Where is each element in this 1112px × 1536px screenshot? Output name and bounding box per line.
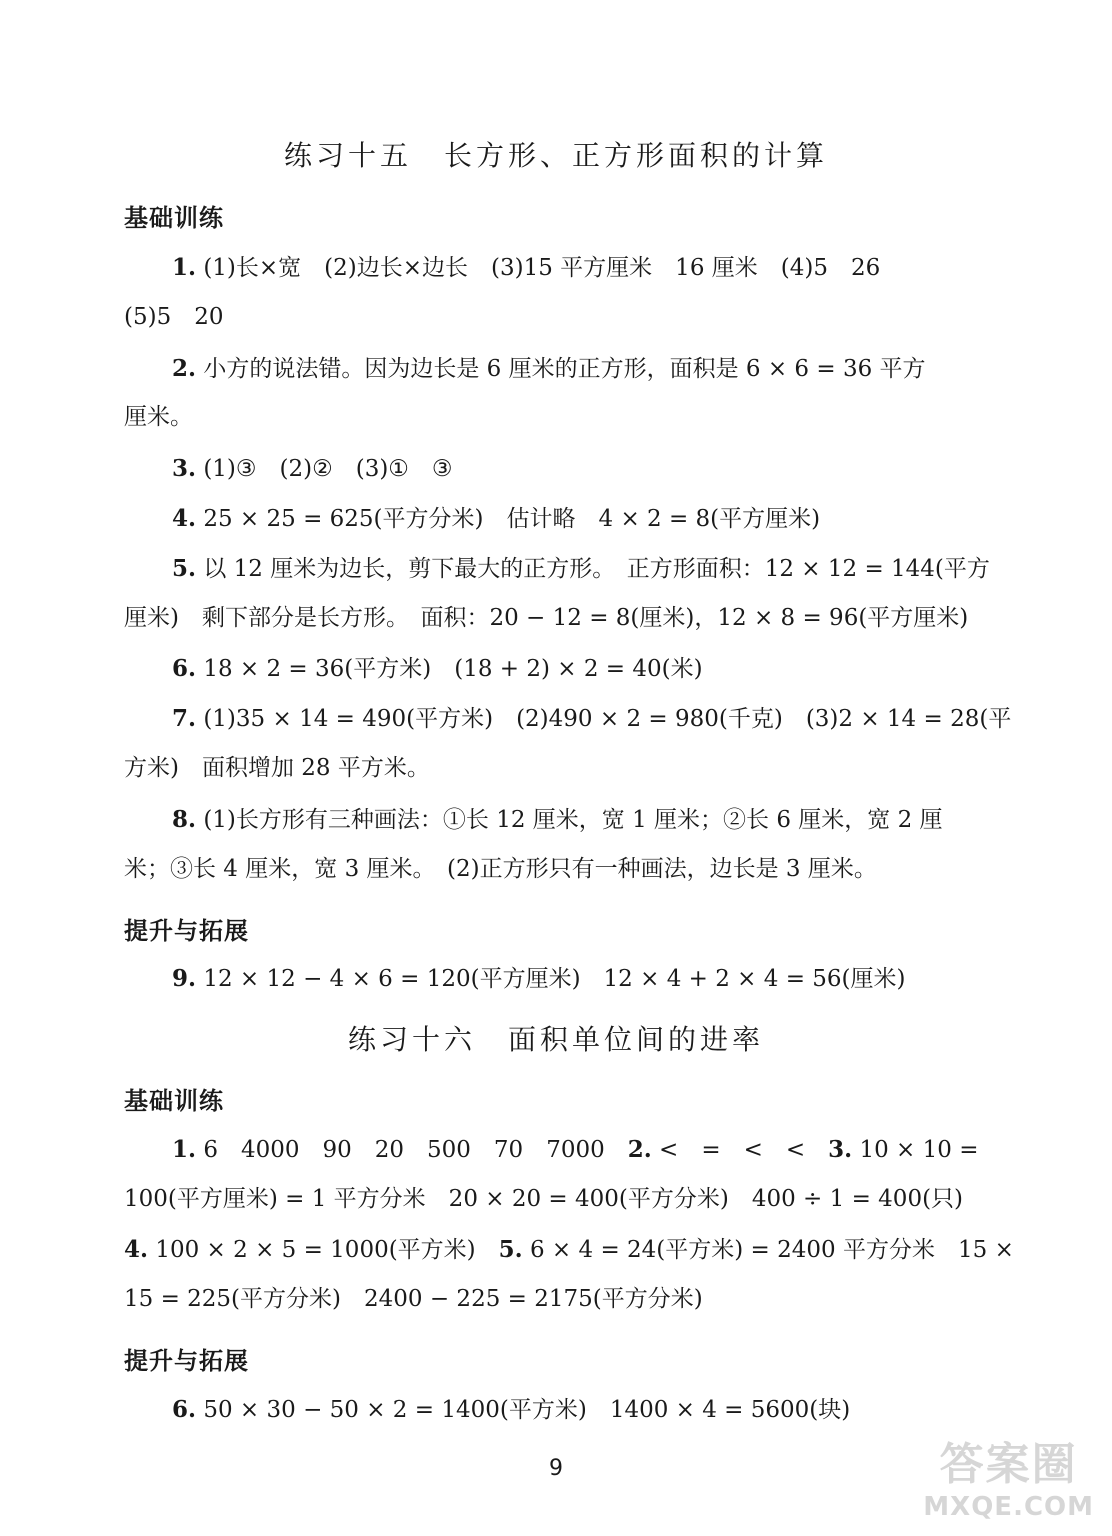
watermark-logo-text: 答案圈 <box>939 1439 1078 1490</box>
item-number: 4. <box>124 1236 149 1263</box>
extension-heading: 提升与拓展 <box>124 917 249 945</box>
section-16-title: 练习十六 面积单位间的进率 <box>347 1023 764 1056</box>
answer-line <box>172 707 1011 731</box>
answer-line <box>124 1288 703 1311</box>
item-number: 9. <box>172 965 197 992</box>
answer-text: 方米) 面积增加 28 平方米。 <box>124 755 430 781</box>
answer-text: 米；③长 4 厘米，宽 3 厘米。 (2)正方形只有一种画法，边长是 3 厘米。 <box>124 856 877 882</box>
item-number: 5. <box>172 555 197 582</box>
item-number: 2. <box>627 1136 652 1163</box>
answer-text: (1)35 × 14 = 490(平方米) (2)490 × 2 = 980(千克) (3)2 × 14 = 28(平 <box>196 706 1012 732</box>
answer-text: 厘米。 <box>124 404 193 430</box>
answer-text: (5)5 20 <box>124 304 224 330</box>
item-number: 6. <box>172 655 197 682</box>
answer-line <box>172 256 880 280</box>
answer-line <box>124 306 223 329</box>
item-number: 7. <box>172 705 197 732</box>
section-15-title: 练习十五 长方形、正方形面积的计算 <box>283 139 828 172</box>
answer-line <box>124 858 877 881</box>
answer-text: 12 × 12 − 4 × 6 = 120(平方厘米) 12 × 4 + 2 × 4 = 56(厘米) <box>196 966 906 992</box>
item-number: 5. <box>498 1236 523 1263</box>
answer-text: 25 × 25 = 625(平方分米) 估计略 4 × 2 = 8(平方厘米) <box>196 506 821 532</box>
item-number: 3. <box>828 1136 853 1163</box>
answer-text: (1)③ (2)② (3)① ③ <box>196 456 453 482</box>
answer-line <box>172 657 703 681</box>
item-number: 2. <box>172 355 197 382</box>
answer-line <box>172 808 943 832</box>
basic-training-heading: 基础训练 <box>124 1087 224 1115</box>
answer-line <box>124 607 968 630</box>
item-number: 6. <box>172 1396 197 1423</box>
answer-text: 15 = 225(平方分米) 2400 − 225 = 2175(平方分米) <box>124 1286 703 1312</box>
answer-line <box>124 1188 963 1211</box>
answer-text: 6 × 4 = 24(平方米) = 2400 平方分米 15 × <box>522 1237 1014 1263</box>
basic-training-heading: 基础训练 <box>124 204 224 232</box>
answer-text: (1)长×宽 (2)边长×边长 (3)15 平方厘米 16 厘米 (4)5 26 <box>196 255 881 281</box>
answer-text: 10 × 10 = <box>852 1137 979 1163</box>
extension-heading: 提升与拓展 <box>124 1347 249 1375</box>
answer-text: 18 × 2 = 36(平方米) (18 + 2) × 2 = 40(米) <box>196 656 703 682</box>
answer-line <box>124 1238 1014 1262</box>
answer-line <box>172 967 906 991</box>
answer-text: 100 × 2 × 5 = 1000(平方米) <box>148 1237 499 1263</box>
answer-text: 50 × 30 − 50 × 2 = 1400(平方米) 1400 × 4 = 5600(块) <box>196 1397 851 1423</box>
answer-text: 6 4000 90 20 500 70 7000 <box>196 1137 628 1163</box>
item-number: 4. <box>172 505 197 532</box>
answer-line <box>172 457 453 481</box>
answer-line <box>124 406 193 429</box>
answer-text: 厘米) 剩下部分是长方形。 面积：20 − 12 = 8(厘米)，12 × 8 = 96(平方厘米) <box>124 605 969 631</box>
item-number: 1. <box>172 254 197 281</box>
answer-line <box>172 357 926 381</box>
answer-line <box>172 1138 979 1162</box>
item-number: 8. <box>172 806 197 833</box>
answer-text: 以 12 厘米为边长，剪下最大的正方形。 正方形面积：12 × 12 = 144(平方 <box>196 556 990 582</box>
answer-line <box>172 507 820 531</box>
answer-text: 小方的说法错。因为边长是 6 厘米的正方形，面积是 6 × 6 = 36 平方 <box>196 356 926 382</box>
answer-text: 100(平方厘米) = 1 平方分米 20 × 20 = 400(平方分米) 400 ÷ 1 = 400(只) <box>124 1186 964 1212</box>
answer-line <box>172 1398 850 1422</box>
answer-line <box>172 557 990 581</box>
item-number: 1. <box>172 1136 197 1163</box>
watermark-url: MXQE.COM <box>923 1492 1094 1522</box>
answer-line <box>124 757 430 780</box>
site-watermark <box>923 1428 1094 1522</box>
page-number: 9 <box>549 1456 563 1481</box>
answer-text: < = < < <box>651 1137 829 1163</box>
item-number: 3. <box>172 455 197 482</box>
answer-text: (1)长方形有三种画法：①长 12 厘米，宽 1 厘米；②长 6 厘米，宽 2 厘 <box>196 807 943 833</box>
